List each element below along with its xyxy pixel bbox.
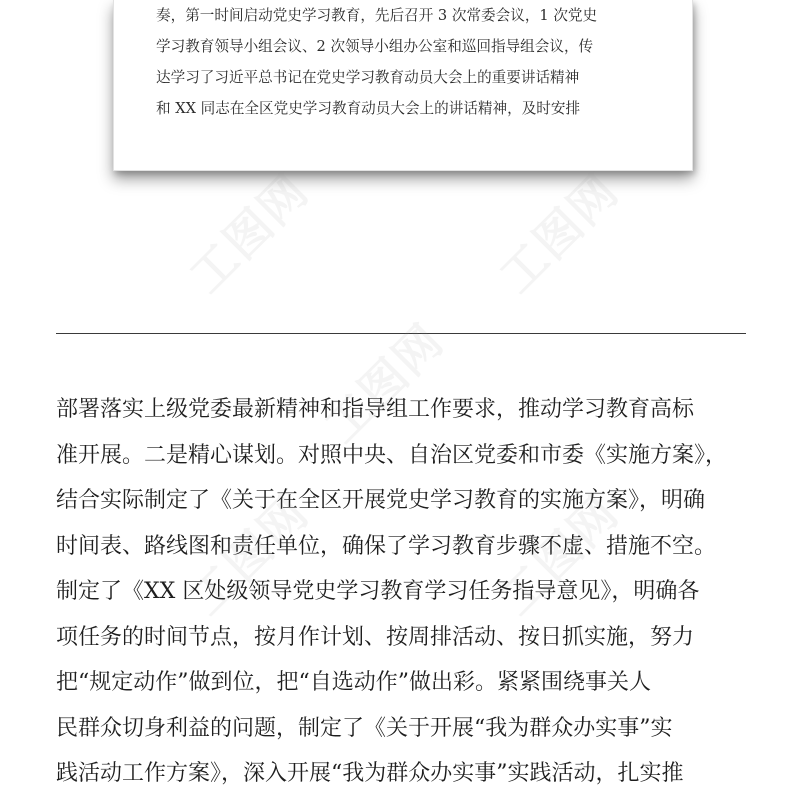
page-preview-line: 学习教育领导小组会议、2 次领导小组办公室和巡回指导组会议，传	[156, 38, 594, 55]
watermark: 工图网	[489, 163, 630, 304]
page-preview-line: 奏，第一时间启动党史学习教育，先后召开 3 次常委会议，1 次党史	[156, 7, 598, 24]
body-text-line: 准开展。二是精心谋划。对照中央、自治区党委和市委《实施方案》，	[56, 442, 728, 468]
watermark: 工图网	[489, 485, 630, 626]
body-text-line: 结合实际制定了《关于在全区开展党史学习教育的实施方案》，明确	[56, 488, 706, 513]
body-text-line: 把“规定动作”做到位，把“自选动作”做出彩。紧紧围绕事关人	[56, 670, 651, 695]
watermark: 工图网	[314, 313, 455, 454]
document-body-text	[56, 387, 756, 797]
section-divider	[56, 333, 746, 334]
body-text-line: 民群众切身利益的问题，制定了《关于开展“我为群众办实事”实	[56, 715, 673, 741]
body-text-line: 践活动工作方案》，深入开展“我为群众办实事”实践活动，扎实推	[56, 761, 684, 786]
page-preview-line: 达学习了习近平总书记在党史学习教育动员大会上的重要讲话精神	[156, 69, 580, 86]
body-text-line: 制定了《XX 区处级领导党史学习教育学习任务指导意见》，明确各	[56, 579, 700, 604]
page-preview-line: 和 XX 同志在全区党史学习教育动员大会上的讲话精神，及时安排	[156, 100, 581, 117]
body-text-line: 部署落实上级党委最新精神和指导组工作要求，推动学习教育高标	[56, 397, 695, 422]
watermark: 工图网	[179, 485, 320, 626]
document-page-preview	[113, 0, 693, 171]
page-preview-text	[156, 0, 656, 124]
body-text-line: 时间表、路线图和责任单位，确保了学习教育步骤不虚、措施不空。	[56, 533, 717, 559]
body-text-line: 项任务的时间节点，按月作计划、按周排活动、按日抓实施，努力	[56, 624, 695, 650]
watermark: 工图网	[179, 163, 320, 304]
